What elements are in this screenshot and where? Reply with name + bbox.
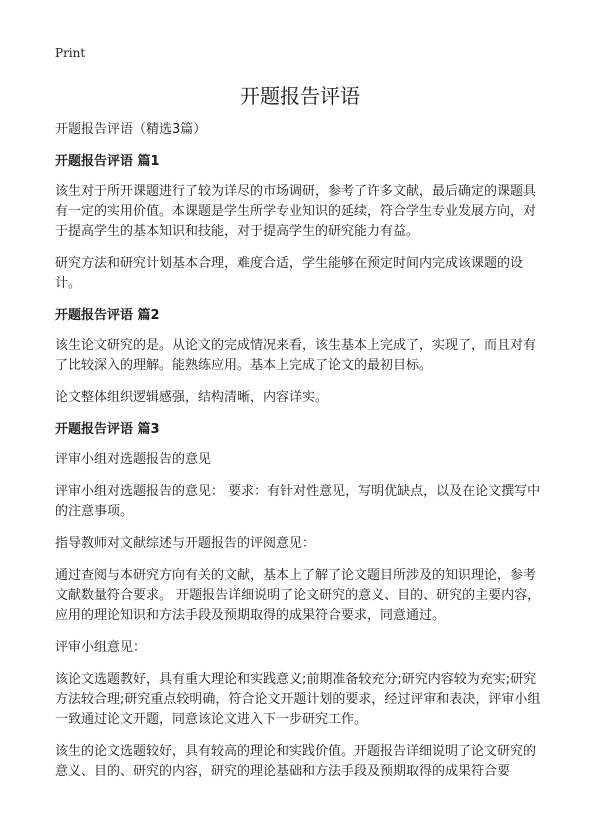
document-body: [55, 120, 547, 794]
section-3-paragraph: 该论文选题教好，具有重大理论和实践意义;前期准备较充分;研究内容较为充实;研究方法较合理;研究重点较明确，符合论文开题计划的要求，经过评审和表决，评审小组一致通过论文开题，同意该论文进入下一步研究工作。: [55, 672, 541, 727]
section-heading-1: 开题报告评语 篇1: [55, 154, 160, 169]
section-3-paragraph: 评审小组意见：: [55, 640, 147, 655]
print-label: Print: [55, 46, 86, 60]
section-3-paragraph: 该生的论文选题较好，具有较高的理论和实践价值。开题报告详细说明了论文研究的意义、目的、研究的内容，研究的理论基础和方法手段及预期取得的成果符合要: [55, 744, 537, 779]
section-1-paragraph: 该生对于所开课题进行了较为详尽的市场调研，参考了许多文献，最后确定的课题具有一定的实用价值。本课题是学生所学专业知识的延续，符合学生专业发展方向，对于提高学生的基本知识和技能，对于提高学生的研究能力有益。: [55, 184, 537, 239]
section-3-paragraph: 评审小组对选题报告的意见： 要求：有针对性意见，写明优缺点，以及在论文撰写中的注意事项。: [55, 484, 541, 519]
section-2-paragraph: 论文整体组织逻辑感强，结构清晰，内容详实。: [55, 390, 329, 405]
section-3-paragraph: 指导教师对文献综述与开题报告的评阅意见：: [55, 536, 316, 551]
section-heading-2: 开题报告评语 篇2: [55, 308, 160, 323]
page-title: 开题报告评语: [240, 84, 360, 108]
section-3-paragraph: 通过查阅与本研究方向有关的文献，基本上了解了论文题目所涉及的知识理论，参考文献数量符合要求。 开题报告详细说明了论文研究的意义、目的、研究的主要内容，应用的理论知识和方法手段及预期取得的成果符合要求，同意通过。: [55, 568, 541, 623]
document-subtitle: 开题报告评语（精选3篇）: [55, 122, 207, 137]
section-2-paragraph: 该生论文研究的是。从论文的完成情况来看，该生基本上完成了，实现了，而且对有了比较深入的理解。能熟练应用。基本上完成了论文的最初目标。: [55, 338, 537, 373]
section-1-paragraph: 研究方法和研究计划基本合理，难度合适，学生能够在预定时间内完成该课题的设计。: [55, 256, 524, 291]
section-heading-3: 开题报告评语 篇3: [55, 422, 160, 437]
section-3-paragraph: 评审小组对选题报告的意见: [55, 452, 212, 467]
